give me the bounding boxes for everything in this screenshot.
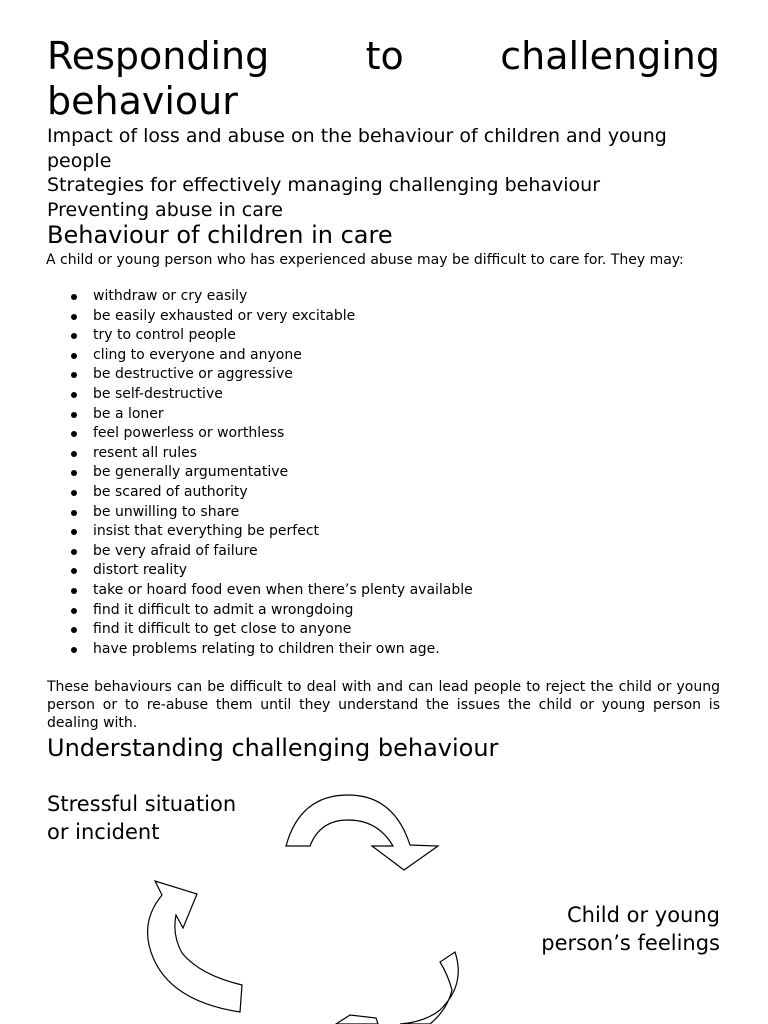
list-item: be a loner xyxy=(47,405,473,425)
list-item: find it difficult to admit a wrongdoing xyxy=(47,601,473,621)
title-word-3: challenging xyxy=(500,34,720,78)
list-item: insist that everything be perfect xyxy=(47,522,473,542)
list-item: take or hoard food even when there’s plenty available xyxy=(47,581,473,601)
subheading-preventing: Preventing abuse in care xyxy=(47,198,283,221)
body-paragraph: These behaviours can be difficult to deal with and can lead people to reject the child or young person or to re-abuse them until they understand the issues the child or young person is dealing with. xyxy=(47,679,720,731)
diagram-label-stressful-situation xyxy=(47,790,236,846)
diagram-label-line: person’s feelings xyxy=(541,931,720,955)
list-item: try to control people xyxy=(47,326,473,346)
list-item: be destructive or aggressive xyxy=(47,365,473,385)
list-item: be generally argumentative xyxy=(47,463,473,483)
section-heading-understanding: Understanding challenging behaviour xyxy=(47,734,499,762)
section-heading-behaviour: Behaviour of children in care xyxy=(47,221,393,249)
title-line-2: behaviour xyxy=(47,79,238,123)
list-item: find it difficult to get close to anyone xyxy=(47,620,473,640)
title-word-1: Responding xyxy=(47,34,270,78)
subheading-impact: Impact of loss and abuse on the behaviour of children and young people xyxy=(47,125,667,172)
list-item: be scared of authority xyxy=(47,483,473,503)
list-item: be easily exhausted or very excitable xyxy=(47,307,473,327)
diagram-label-feelings xyxy=(541,901,720,957)
list-item: distort reality xyxy=(47,561,473,581)
list-item: be very afraid of failure xyxy=(47,542,473,562)
cycle-arrow-left xyxy=(148,881,242,1012)
list-item: be self-destructive xyxy=(47,385,473,405)
list-item: have problems relating to children their own age. xyxy=(47,640,473,660)
list-item: cling to everyone and anyone xyxy=(47,346,473,366)
intro-text: A child or young person who has experienced abuse may be difficult to care for. They may: xyxy=(46,252,684,268)
title-word-2: to xyxy=(365,34,404,78)
cycle-arrow-top xyxy=(286,795,438,870)
list-item: feel powerless or worthless xyxy=(47,424,473,444)
list-item: withdraw or cry easily xyxy=(47,287,473,307)
list-item: be unwilling to share xyxy=(47,503,473,523)
subheading-strategies: Strategies for effectively managing challenging behaviour xyxy=(47,174,601,196)
diagram-label-line: Child or young xyxy=(566,903,720,927)
list-item: resent all rules xyxy=(47,444,473,464)
diagram-label-line: or incident xyxy=(47,820,160,844)
cycle-arrow-bottom xyxy=(336,952,458,1024)
diagram-label-line: Stressful situation xyxy=(47,792,237,816)
